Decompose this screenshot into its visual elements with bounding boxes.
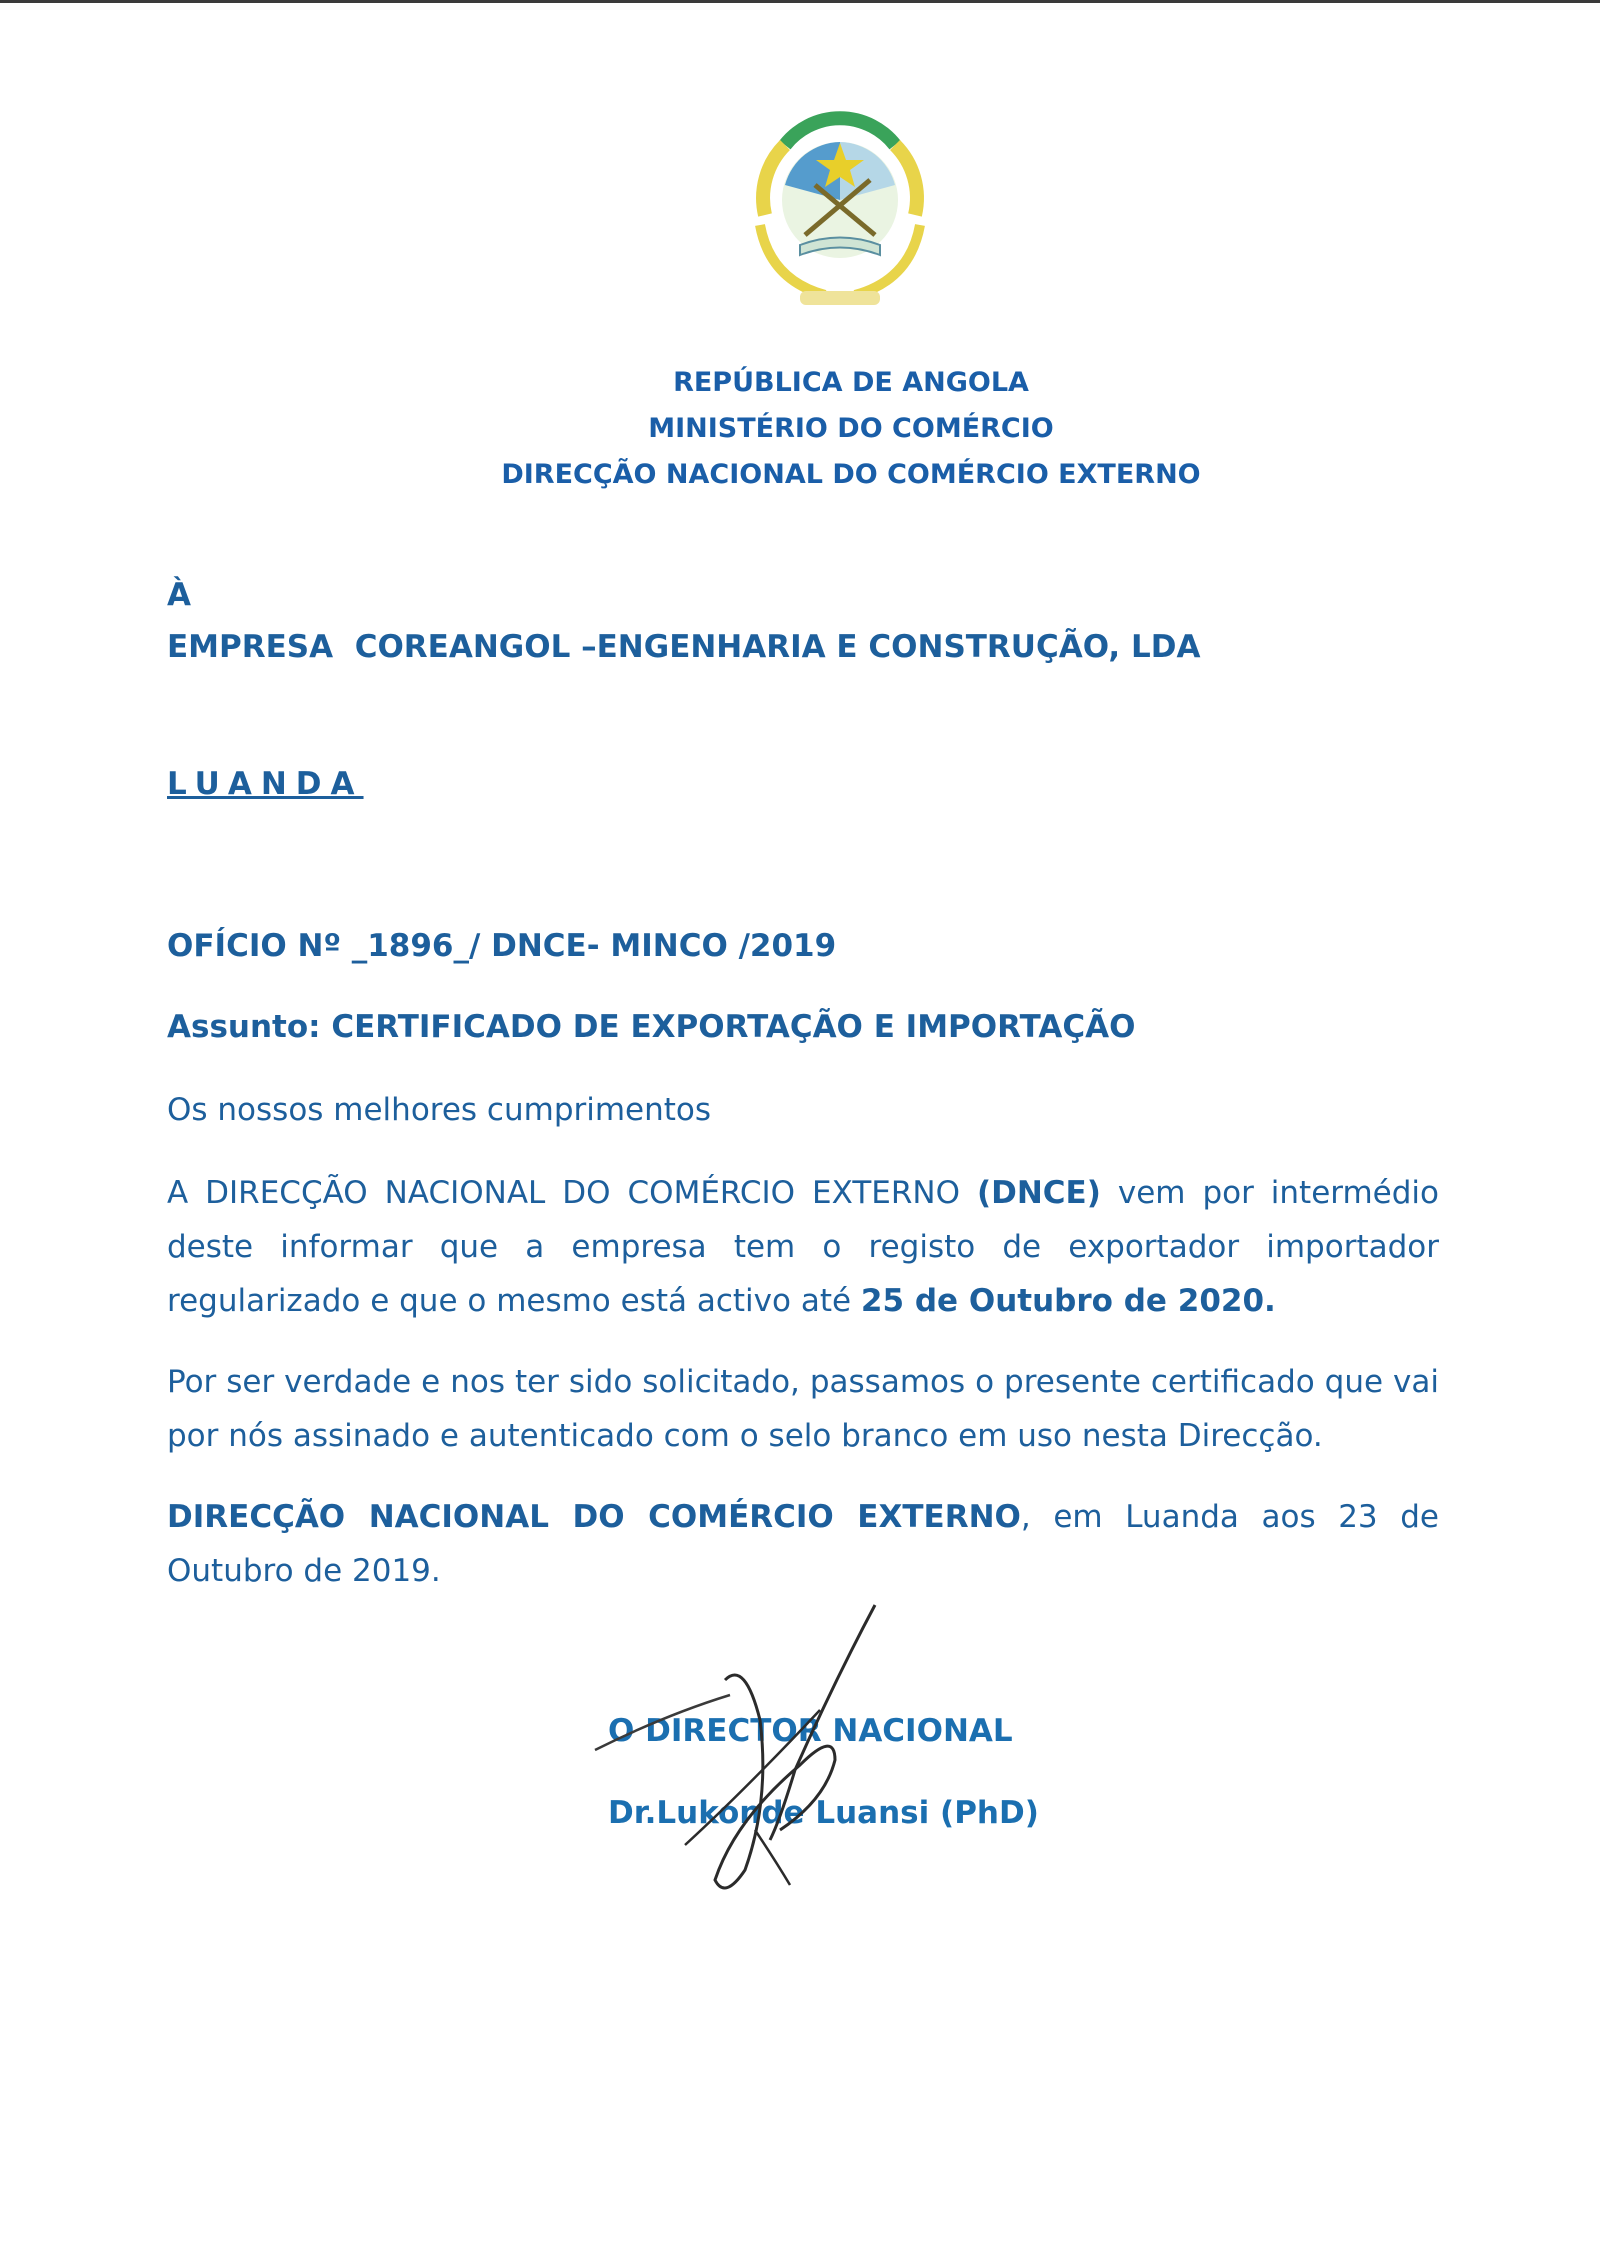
header-directorate: DIRECÇÃO NACIONAL DO COMÉRCIO EXTERNO: [501, 459, 1201, 490]
body-paragraph-1: [167, 1166, 1439, 1328]
p1-expiry-date: 25 de Outubro de 2020.: [860, 1283, 1276, 1319]
p3-directorate: DIRECÇÃO NACIONAL DO COMÉRCIO EXTERNO: [167, 1499, 1021, 1535]
letterhead: [0, 360, 1600, 498]
body-paragraph-3: [167, 1490, 1439, 1598]
addressee-city: LUANDA: [167, 766, 364, 802]
p1-text-a: A DIRECÇÃO NACIONAL DO COMÉRCIO EXTERNO: [167, 1175, 977, 1211]
angola-coat-of-arms-icon: [745, 105, 935, 320]
p1-text-c: vem por intermédio deste informar que a empresa tem o registo de exportador importador regularizado e que o mesmo está activo até: [167, 1175, 1440, 1319]
scan-top-edge: [0, 0, 1600, 3]
p1-acronym: (DNCE): [976, 1175, 1101, 1211]
document-subject: Assunto: CERTIFICADO DE EXPORTAÇÃO E IMPORTAÇÃO: [167, 1009, 1136, 1045]
document-reference: OFÍCIO Nº _1896_/ DNCE- MINCO /2019: [167, 928, 837, 964]
header-republic: REPÚBLICA DE ANGOLA: [673, 367, 1029, 398]
addressee-prefix: À: [167, 577, 191, 613]
header-ministry: MINISTÉRIO DO COMÉRCIO: [648, 413, 1054, 444]
signatory-title: O DIRECTOR NACIONAL: [608, 1713, 1013, 1749]
p3-place-date: , em Luanda aos 23 de Outubro de 2019.: [167, 1499, 1439, 1589]
greeting: Os nossos melhores cumprimentos: [167, 1092, 712, 1128]
handwritten-signature: [585, 1600, 915, 1900]
body-paragraph-2: Por ser verdade e nos ter sido solicitado, passamos o presente certificado que vai por nós assinado e autenticado com o selo branco em uso nesta Direcção.: [167, 1364, 1439, 1454]
addressee-company: EMPRESA COREANGOL –ENGENHARIA E CONSTRUÇÃO, LDA: [167, 629, 1201, 665]
signatory-name: Dr.Lukonde Luansi (PhD): [608, 1795, 1039, 1831]
